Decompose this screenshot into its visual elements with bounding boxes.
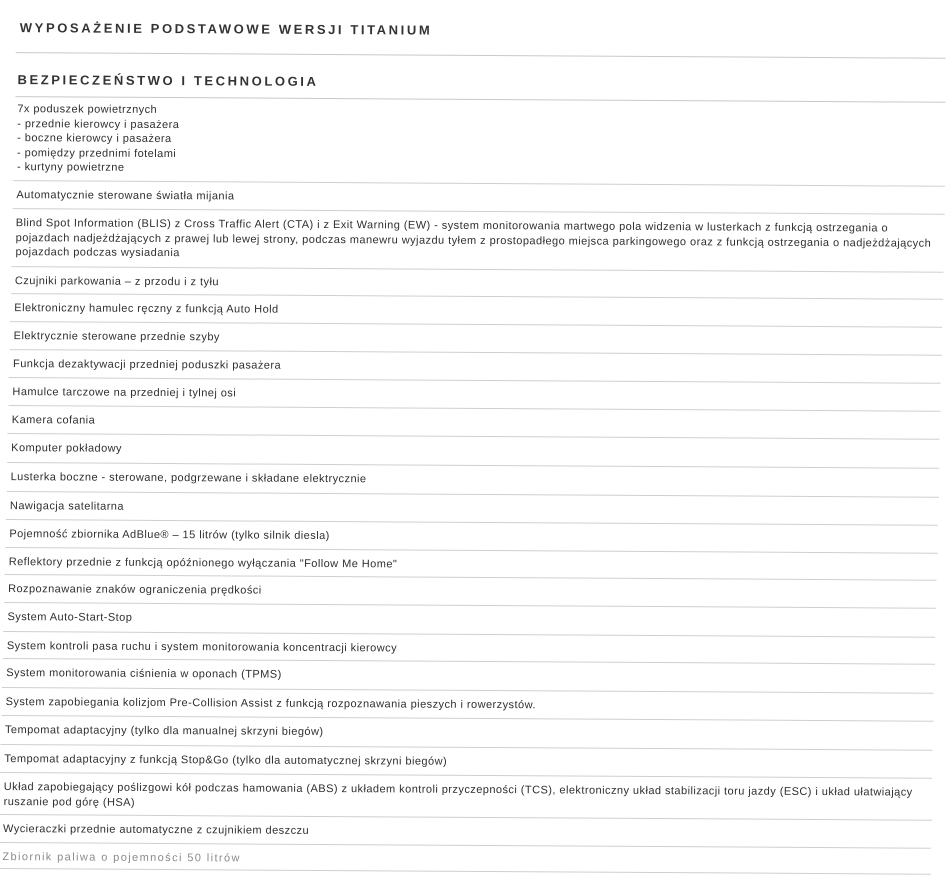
- list-item: Kamera cofania: [12, 413, 940, 433]
- list-item: System monitorowania ciśnienia w oponach (TPMS): [6, 666, 934, 686]
- list-item: System kontroli pasa ruchu i system monitorowania koncentracji kierowcy: [7, 639, 935, 659]
- list-item: Reflektory przednie z funkcją opóźnionego wyłączania "Follow Me Home": [9, 555, 937, 575]
- document-title: WYPOSAŻENIE PODSTAWOWE WERSJI TITANIUM: [19, 20, 433, 38]
- section-title: BEZPIECZEŃSTWO I TECHNOLOGIA: [17, 72, 319, 89]
- section-divider: [15, 96, 945, 103]
- list-item: Wycieraczki przednie automatyczne z czujnikiem deszczu: [3, 822, 931, 842]
- list-item: Komputer pokładowy: [11, 441, 939, 461]
- list-item: Tempomat adaptacyjny (tylko dla manualnej skrzyni biegów): [5, 723, 933, 743]
- list-item: Elektroniczny hamulec ręczny z funkcją Auto Hold: [14, 301, 942, 321]
- list-item: Hamulce tarczowe na przedniej i tylnej osi: [12, 385, 940, 405]
- list-item: System zapobiegania kolizjom Pre-Collision Assist z funkcją rozpoznawania pieszych i rowerzystów.: [6, 695, 934, 715]
- list-item: Czujniki parkowania – z przodu i z tyłu: [15, 274, 943, 294]
- list-item: System Auto-Start-Stop: [7, 610, 935, 630]
- list-item: Rozpoznawanie znaków ograniczenia prędkości: [8, 582, 936, 602]
- title-divider: [16, 52, 946, 59]
- list-item: Blind Spot Information (BLIS) z Cross Traffic Alert (CTA) i z Exit Warning (EW) - system monitorowania martwego pola widzenia w lusterkach z funkcją ostrzegania o pojazdach nadjeżdżających z prawej lub lewej strony, podczas manewru wyjazdu tyłem z prostopadłego miejsca parkingowego oraz z funkcją ostrzegania o nadjeżdżających pojazdach podczas wysiadania: [16, 216, 944, 265]
- list-item: Tempomat adaptacyjny z funkcją Stop&Go (tylko dla automatycznej skrzyni biegów): [4, 752, 932, 772]
- list-item: Automatycznie sterowane światła mijania: [16, 188, 944, 208]
- list-item: Układ zapobiegający poślizgowi kół podczas hamowania (ABS) z układem kontroli przyczepności (TCS), elektroniczny układ stabilizacji toru jazdy (ESC) i układ ułatwiający ruszanie pod górę (HSA): [4, 780, 932, 815]
- list-item: Lusterka boczne - sterowane, podgrzewane i składane elektrycznie: [11, 470, 939, 490]
- list-item: Zbiornik paliwa o pojemności 50 litrów: [2, 850, 930, 870]
- list-item: Funkcja dezaktywacji przedniej poduszki pasażera: [13, 357, 941, 377]
- list-item: Nawigacja satelitarna: [10, 499, 938, 519]
- list-item: Pojemność zbiornika AdBlue® – 15 litrów (tylko silnik diesla): [9, 527, 937, 547]
- list-item: Elektrycznie sterowane przednie szyby: [14, 329, 942, 349]
- list-item: 7x poduszek powietrznych - przednie kierowcy i pasażera - boczne kierowcy i pasażera - pomiędzy przednimi fotelami - kurtyny powietrzne: [17, 102, 945, 180]
